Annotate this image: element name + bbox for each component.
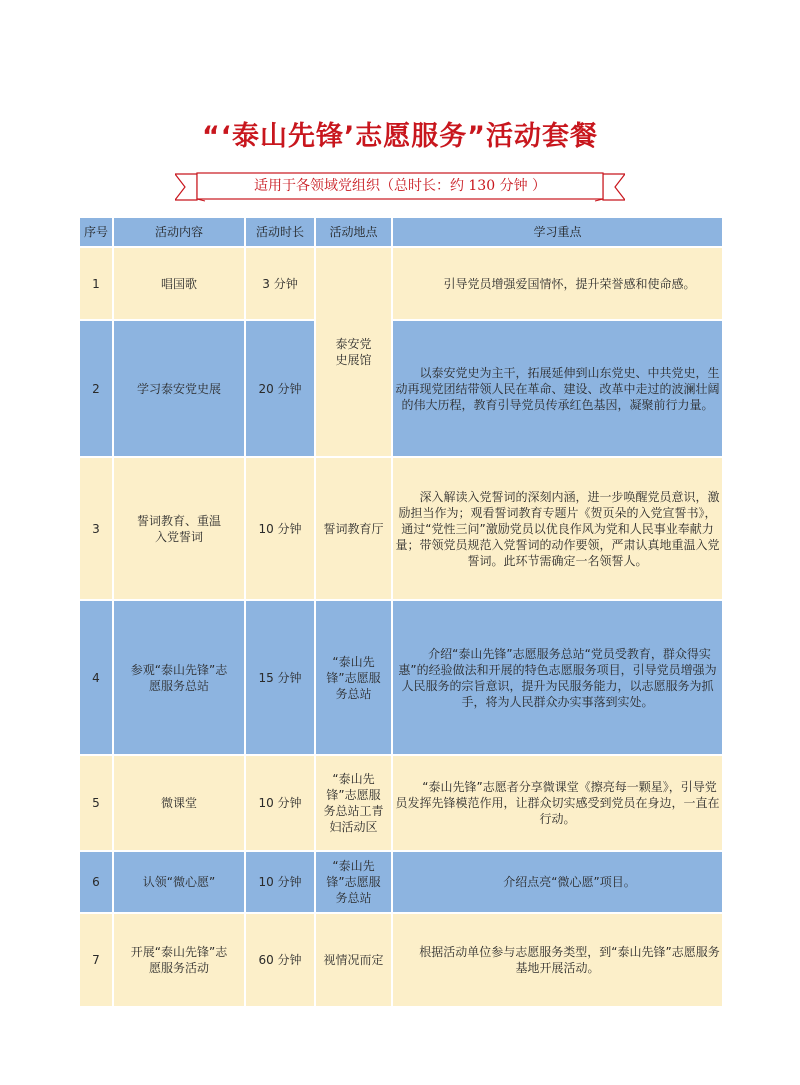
row-focus-text: 引导党员增强爱国情怀，提升荣誉感和使命感。 [443,276,696,291]
row-focus [392,600,723,755]
header-content: 活动内容 [113,217,245,247]
header-duration: 活动时长 [245,217,315,247]
subtitle-text: 适用于各领域党组织（总时长：约 130 分钟 ） [253,178,547,194]
row-content: 唱国歌 [113,247,245,320]
subtitle-ribbon [175,172,625,202]
row-duration: 10 分钟 [245,457,315,600]
row-focus [392,457,723,600]
row-duration: 20 分钟 [245,320,315,457]
row-location: “泰山先锋”志愿服务总站工青妇活动区 [315,755,392,851]
row-focus-text: 介绍“泰山先锋”志愿服务总站“党员受教育，群众得实惠”的经验做法和开展的特色志愿服务项目，引导党员增强为人民服务的宗旨意识，提升为民服务能力，以志愿服务为抓手，将为人民群众办实事落到实处。 [398,646,717,709]
row-content: 学习泰安党史展 [113,320,245,457]
table-row [79,851,723,913]
header-focus: 学习重点 [392,217,723,247]
row-location: 视情况而定 [315,913,392,1007]
header-location: 活动地点 [315,217,392,247]
row-focus-text: 根据活动单位参与志愿服务类型，到“泰山先锋”志愿服务基地开展活动。 [419,945,720,975]
row-duration: 10 分钟 [245,851,315,913]
row-index: 6 [79,851,113,913]
row-location: 泰安党史展馆 [315,247,392,457]
table-header-row [79,217,723,247]
row-duration: 3 分钟 [245,247,315,320]
table-row [79,320,723,457]
row-index: 2 [79,320,113,457]
row-focus [392,851,723,913]
row-content: 参观“泰山先锋”志愿服务总站 [113,600,245,755]
table-row [79,913,723,1007]
row-index: 1 [79,247,113,320]
row-content: 认领“微心愿” [113,851,245,913]
row-duration: 15 分钟 [245,600,315,755]
row-focus-text: 介绍点亮“微心愿”项目。 [503,875,636,889]
table-row [79,247,723,320]
table-row [79,457,723,600]
row-location: 誓词教育厅 [315,457,392,600]
row-content: 开展“泰山先锋”志愿服务活动 [113,913,245,1007]
row-focus-text: 深入解读入党誓词的深刻内涵，进一步唤醒党员意识，激励担当作为；观看誓词教育专题片《贺页朵的入党宣誓书》，通过“党性三问”激励党员以优良作风为党和人民事业奉献力量；带领党员规范入党誓词的动作要领，严肃认真地重温入党誓词。此环节需确定一名领誓人。 [395,489,720,568]
row-content: 誓词教育、重温入党誓词 [113,457,245,600]
row-duration: 60 分钟 [245,913,315,1007]
row-index: 4 [79,600,113,755]
page-title: “‘泰山先锋’志愿服务”活动套餐 [201,121,598,152]
row-focus-text: 以泰安党史为主干，拓展延伸到山东党史、中共党史，生动再现党团结带领人民在革命、建设、改革中走过的波澜壮阔的伟大历程，教育引导党员传承红色基因，凝聚前行力量。 [395,365,720,412]
activity-table [78,216,724,1008]
row-focus [392,755,723,851]
row-location: “泰山先锋”志愿服务总站 [315,600,392,755]
table-row [79,600,723,755]
row-index: 3 [79,457,113,600]
row-focus [392,247,723,320]
row-index: 5 [79,755,113,851]
row-index: 7 [79,913,113,1007]
table-row [79,755,723,851]
row-focus-text: “泰山先锋”志愿者分享微课堂《擦亮每一颗星》，引导党员发挥先锋模范作用，让群众切实感受到党员在身边，一直在行动。 [395,780,720,826]
row-focus [392,320,723,457]
header-index: 序号 [79,217,113,247]
row-location: “泰山先锋”志愿服务总站 [315,851,392,913]
row-content: 微课堂 [113,755,245,851]
row-duration: 10 分钟 [245,755,315,851]
row-focus [392,913,723,1007]
